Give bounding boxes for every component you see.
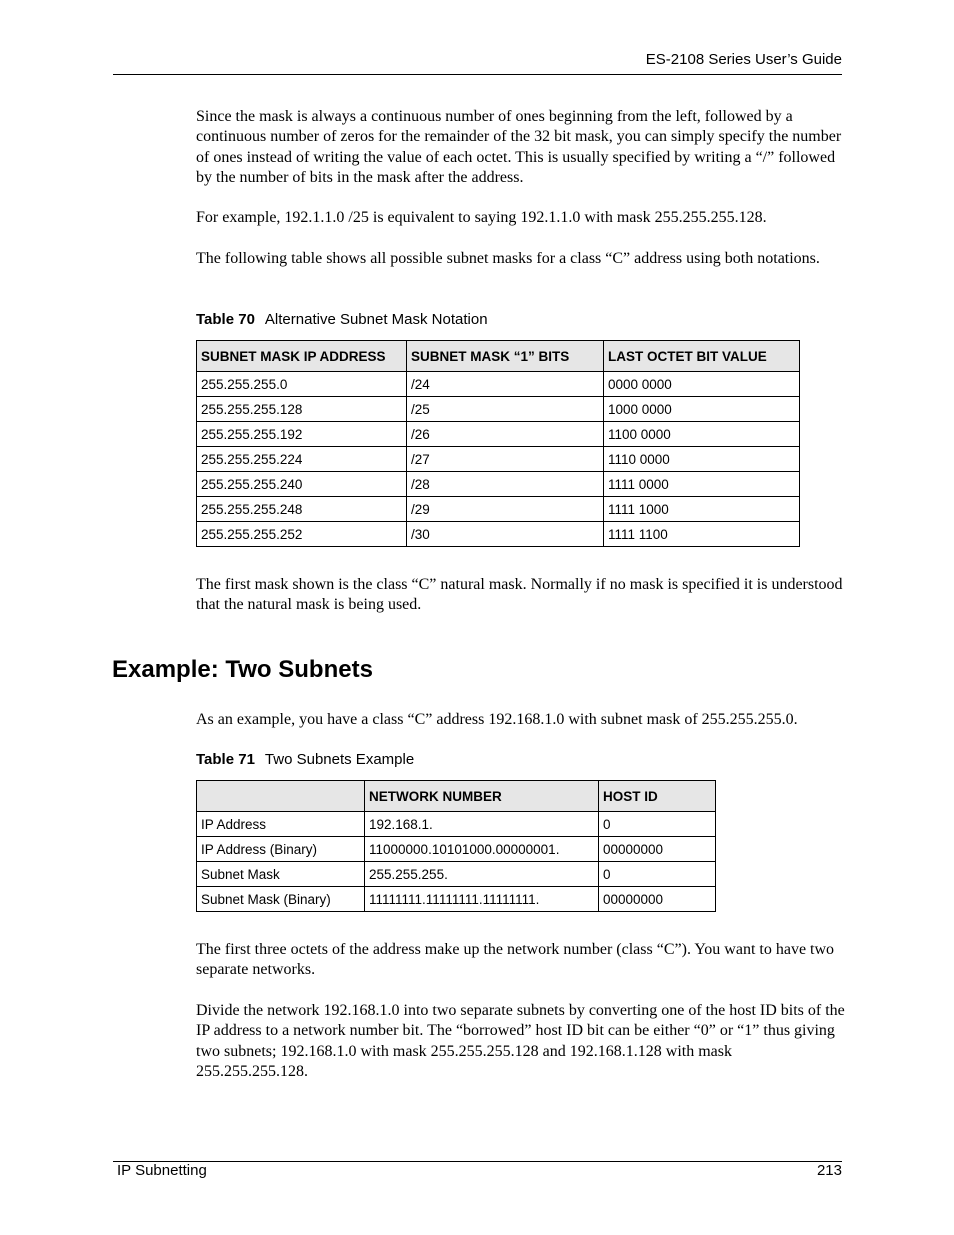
table-cell: 0 <box>599 812 716 837</box>
table-header-row <box>197 341 800 372</box>
table-cell: 1110 0000 <box>604 447 800 472</box>
footer-section: IP Subnetting <box>117 1162 207 1179</box>
column-header: NETWORK NUMBER <box>365 781 599 812</box>
table-cell: 255.255.255.248 <box>197 497 407 522</box>
column-header <box>197 781 365 812</box>
table-cell: 255.255.255.240 <box>197 472 407 497</box>
table-cell: 1000 0000 <box>604 397 800 422</box>
table-cell: 11000000.10101000.00000001. <box>365 837 599 862</box>
table-header-row <box>197 781 716 812</box>
table-cell: /27 <box>407 447 604 472</box>
table-row <box>197 862 716 887</box>
subnet-mask-notation-table <box>196 340 800 547</box>
paragraph: Divide the network 192.168.1.0 into two separate subnets by converting one of the host ID bits of the IP address to a network number bit. The “borrowed” host ID bit can be either “0” or “1” thus giving two subnets; 192.168.1.0 with mask 255.255.255.128 and 192.168.1.128 with mask 255.255.255.128. <box>196 1002 845 1081</box>
table-row <box>197 397 800 422</box>
table-label: Table 71 <box>196 751 255 768</box>
table-cell: Subnet Mask <box>197 862 365 887</box>
table-cell: 1100 0000 <box>604 422 800 447</box>
table-cell: /30 <box>407 522 604 547</box>
section-heading: Example: Two Subnets <box>112 656 373 683</box>
paragraph: Since the mask is always a continuous number of ones beginning from the left, followed by a continuous number of zeros for the remainder of the 32 bit mask, you can simply specify the number of ones instead of writing the value of each octet. This is usually specified by writing a “/” followed by the number of bits in the mask after the address. <box>196 108 842 187</box>
table-cell: 1111 1100 <box>604 522 800 547</box>
table-row <box>197 372 800 397</box>
table-cell: /24 <box>407 372 604 397</box>
table-row <box>197 447 800 472</box>
table-cell: 1111 1000 <box>604 497 800 522</box>
table-label: Table 70 <box>196 311 255 328</box>
table-cell: /25 <box>407 397 604 422</box>
column-header: SUBNET MASK IP ADDRESS <box>197 341 407 372</box>
table-cell: 255.255.255. <box>365 862 599 887</box>
table-row <box>197 522 800 547</box>
paragraph: For example, 192.1.1.0 /25 is equivalent to saying 192.1.1.0 with mask 255.255.255.128. <box>196 209 767 226</box>
table-cell: /29 <box>407 497 604 522</box>
document-header-title: ES-2108 Series User’s Guide <box>645 51 842 68</box>
table-cell: IP Address <box>197 812 365 837</box>
table-cell: 255.255.255.224 <box>197 447 407 472</box>
column-header: SUBNET MASK “1” BITS <box>407 341 604 372</box>
table-cell: Subnet Mask (Binary) <box>197 887 365 912</box>
table-cell: 00000000 <box>599 887 716 912</box>
table-cell: 255.255.255.0 <box>197 372 407 397</box>
table-cell: /26 <box>407 422 604 447</box>
table-cell: 11111111.11111111.11111111. <box>365 887 599 912</box>
table-row <box>197 472 800 497</box>
table-cell: 1111 0000 <box>604 472 800 497</box>
table-cell: 255.255.255.252 <box>197 522 407 547</box>
table-cell: /28 <box>407 472 604 497</box>
table-cell: 255.255.255.128 <box>197 397 407 422</box>
table-cell: 00000000 <box>599 837 716 862</box>
paragraph: As an example, you have a class “C” address 192.168.1.0 with subnet mask of 255.255.255.0. <box>196 711 798 728</box>
table-cell: 0 <box>599 862 716 887</box>
table-cell: 0000 0000 <box>604 372 800 397</box>
column-header: LAST OCTET BIT VALUE <box>604 341 800 372</box>
table-row <box>197 887 716 912</box>
column-header: HOST ID <box>599 781 716 812</box>
table-cell: 255.255.255.192 <box>197 422 407 447</box>
footer-rule <box>113 1161 842 1162</box>
table-caption-text: Alternative Subnet Mask Notation <box>264 311 488 328</box>
table-row <box>197 422 800 447</box>
table-row <box>197 837 716 862</box>
table-row <box>197 812 716 837</box>
paragraph: The first three octets of the address make up the network number (class “C”). You want to have two separate networks. <box>196 941 835 979</box>
table-caption-text: Two Subnets Example <box>264 751 415 768</box>
table-71-caption <box>196 751 414 768</box>
table-cell: IP Address (Binary) <box>197 837 365 862</box>
header-rule <box>113 74 842 75</box>
paragraph: The first mask shown is the class “C” natural mask. Normally if no mask is specified it is understood that the natural mask is being used. <box>196 576 843 614</box>
table-70-caption <box>196 311 488 328</box>
table-cell: 192.168.1. <box>365 812 599 837</box>
page-number: 213 <box>816 1162 842 1179</box>
paragraph: The following table shows all possible subnet masks for a class “C” address using both notations. <box>196 250 820 267</box>
table-row <box>197 497 800 522</box>
two-subnets-table <box>196 780 716 912</box>
